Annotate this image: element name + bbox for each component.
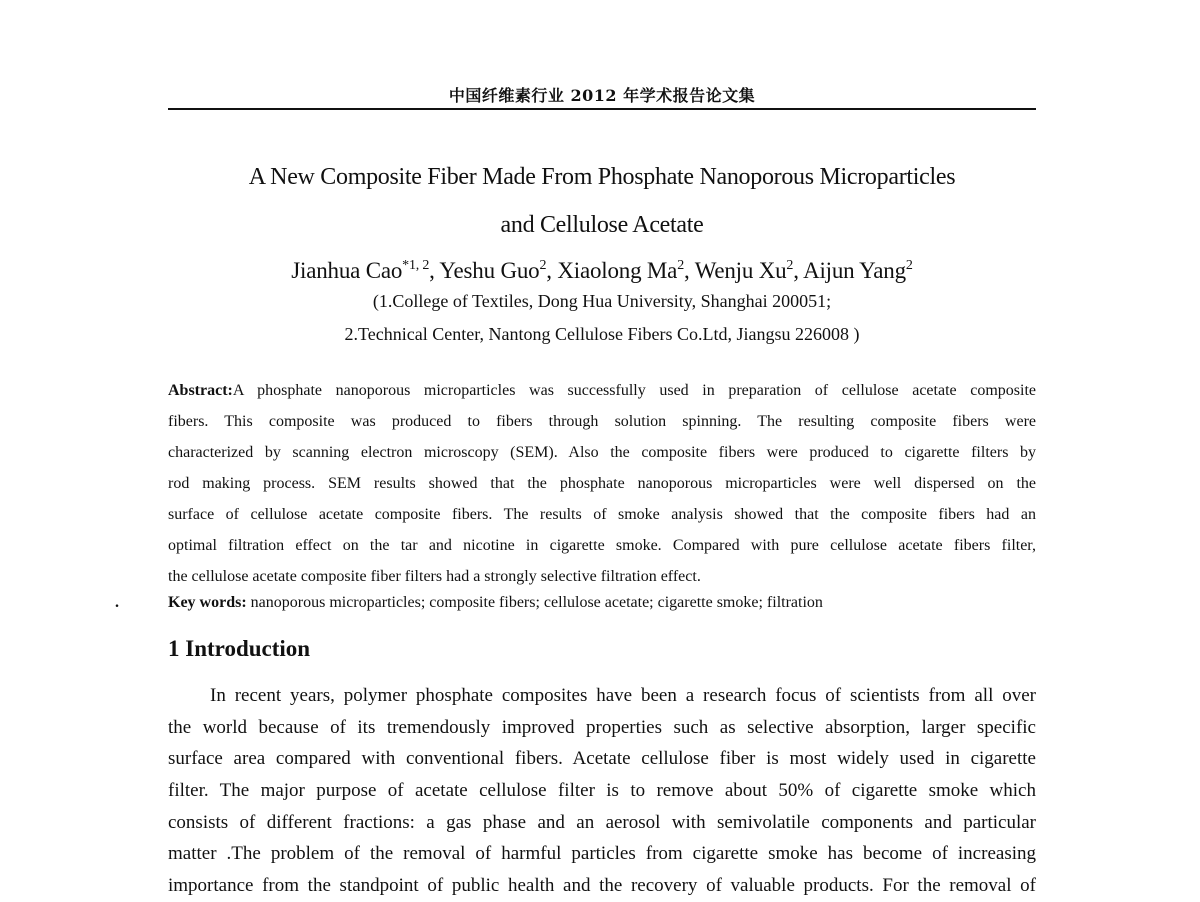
abstract-line: fibers. This composite was produced to fibers through solution spinning. The resulting composite fibers were (168, 413, 1036, 430)
abstract-line: optimal filtration effect on the tar and nicotine in cigarette smoke. Compared with pure cellulose acetate fibers filter, (168, 537, 1036, 554)
body-line: the world because of its tremendously improved properties such as selective absorption, larger specific (168, 716, 1036, 738)
body-line: In recent years, polymer phosphate composites have been a research focus of scientists from all over (210, 685, 1036, 706)
author (557, 258, 694, 283)
abstract-line: characterized by scanning electron microscopy (SEM). Also the composite fibers were produced to cigarette filters by (168, 444, 1036, 461)
author-separator: , (546, 258, 558, 283)
author-list (168, 256, 1036, 286)
paper-title-line-1: A New Composite Fiber Made From Phosphate Nanoporous Microparticles (248, 164, 956, 190)
keywords (115, 591, 1036, 615)
body-line: filter. The major purpose of acetate cellulose filter is to remove about 50% of cigarette smoke which (168, 780, 1036, 802)
author-affiliation-mark: *1, 2 (402, 258, 430, 273)
section-heading-introduction: 1 Introduction (168, 636, 311, 661)
author-name: Wenju Xu (694, 258, 787, 283)
keywords-text: nanoporous microparticles; composite fibers; cellulose acetate; cigarette smoke; filtration (246, 594, 823, 611)
author-affiliation-mark: 2 (539, 258, 547, 273)
abstract-line: rod making process. SEM results showed that the phosphate nanoporous microparticles were well dispersed on the (168, 475, 1036, 492)
affiliation-2: 2.Technical Center, Nantong Cellulose Fibers Co.Ltd, Jiangsu 226008 ) (344, 324, 860, 344)
body-line: consists of different fractions: a gas phase and an aerosol with semivolatile components and particular (168, 811, 1036, 833)
abstract-line (168, 375, 1036, 406)
author-name: Xiaolong Ma (557, 258, 678, 283)
author-name: Aijun Yang (803, 258, 906, 283)
abstract-label: Abstract: (168, 382, 233, 399)
body-line: importance from the standpoint of public health and the recovery of valuable products. For the removal of (168, 875, 1036, 897)
paper-title-line-2: and Cellulose Acetate (500, 212, 704, 238)
header-rule (168, 108, 1036, 110)
author-affiliation-mark: 2 (905, 258, 913, 273)
running-header: 中国纤维素行业 2012 年学术报告论文集 (448, 86, 756, 105)
keywords-bullet: . (115, 594, 119, 611)
author-affiliation-mark: 2 (786, 258, 794, 273)
body-line: matter .The problem of the removal of harmful particles from cigarette smoke has become of increasing (168, 843, 1036, 865)
body-line: surface area compared with conventional fibers. Acetate cellulose fiber is most widely used in cigarette (168, 748, 1036, 770)
author (695, 258, 803, 283)
abstract-line: surface of cellulose acetate composite fibers. The results of smoke analysis showed that the composite fibers had an (168, 506, 1036, 523)
abstract-line: the cellulose acetate composite fiber filters had a strongly selective filtration effect. (168, 568, 701, 585)
abstract (168, 375, 1036, 592)
author-separator: , (429, 258, 440, 283)
author-name: Jianhua Cao (291, 258, 403, 283)
introduction-body (168, 680, 1036, 902)
author-separator: , (793, 258, 804, 283)
author-affiliation-mark: 2 (677, 258, 684, 273)
author (439, 258, 557, 283)
affiliation-1: (1.College of Textiles, Dong Hua University, Shanghai 200051; (372, 291, 832, 311)
keywords-label: Key words: (168, 594, 247, 611)
author-name: Yeshu Guo (439, 258, 540, 283)
author (291, 258, 439, 283)
author (803, 258, 913, 283)
author-separator: , (684, 258, 695, 283)
abstract-line-text: A phosphate nanoporous microparticles was successfully used in preparation of cellulose acetate composite (232, 382, 1036, 399)
